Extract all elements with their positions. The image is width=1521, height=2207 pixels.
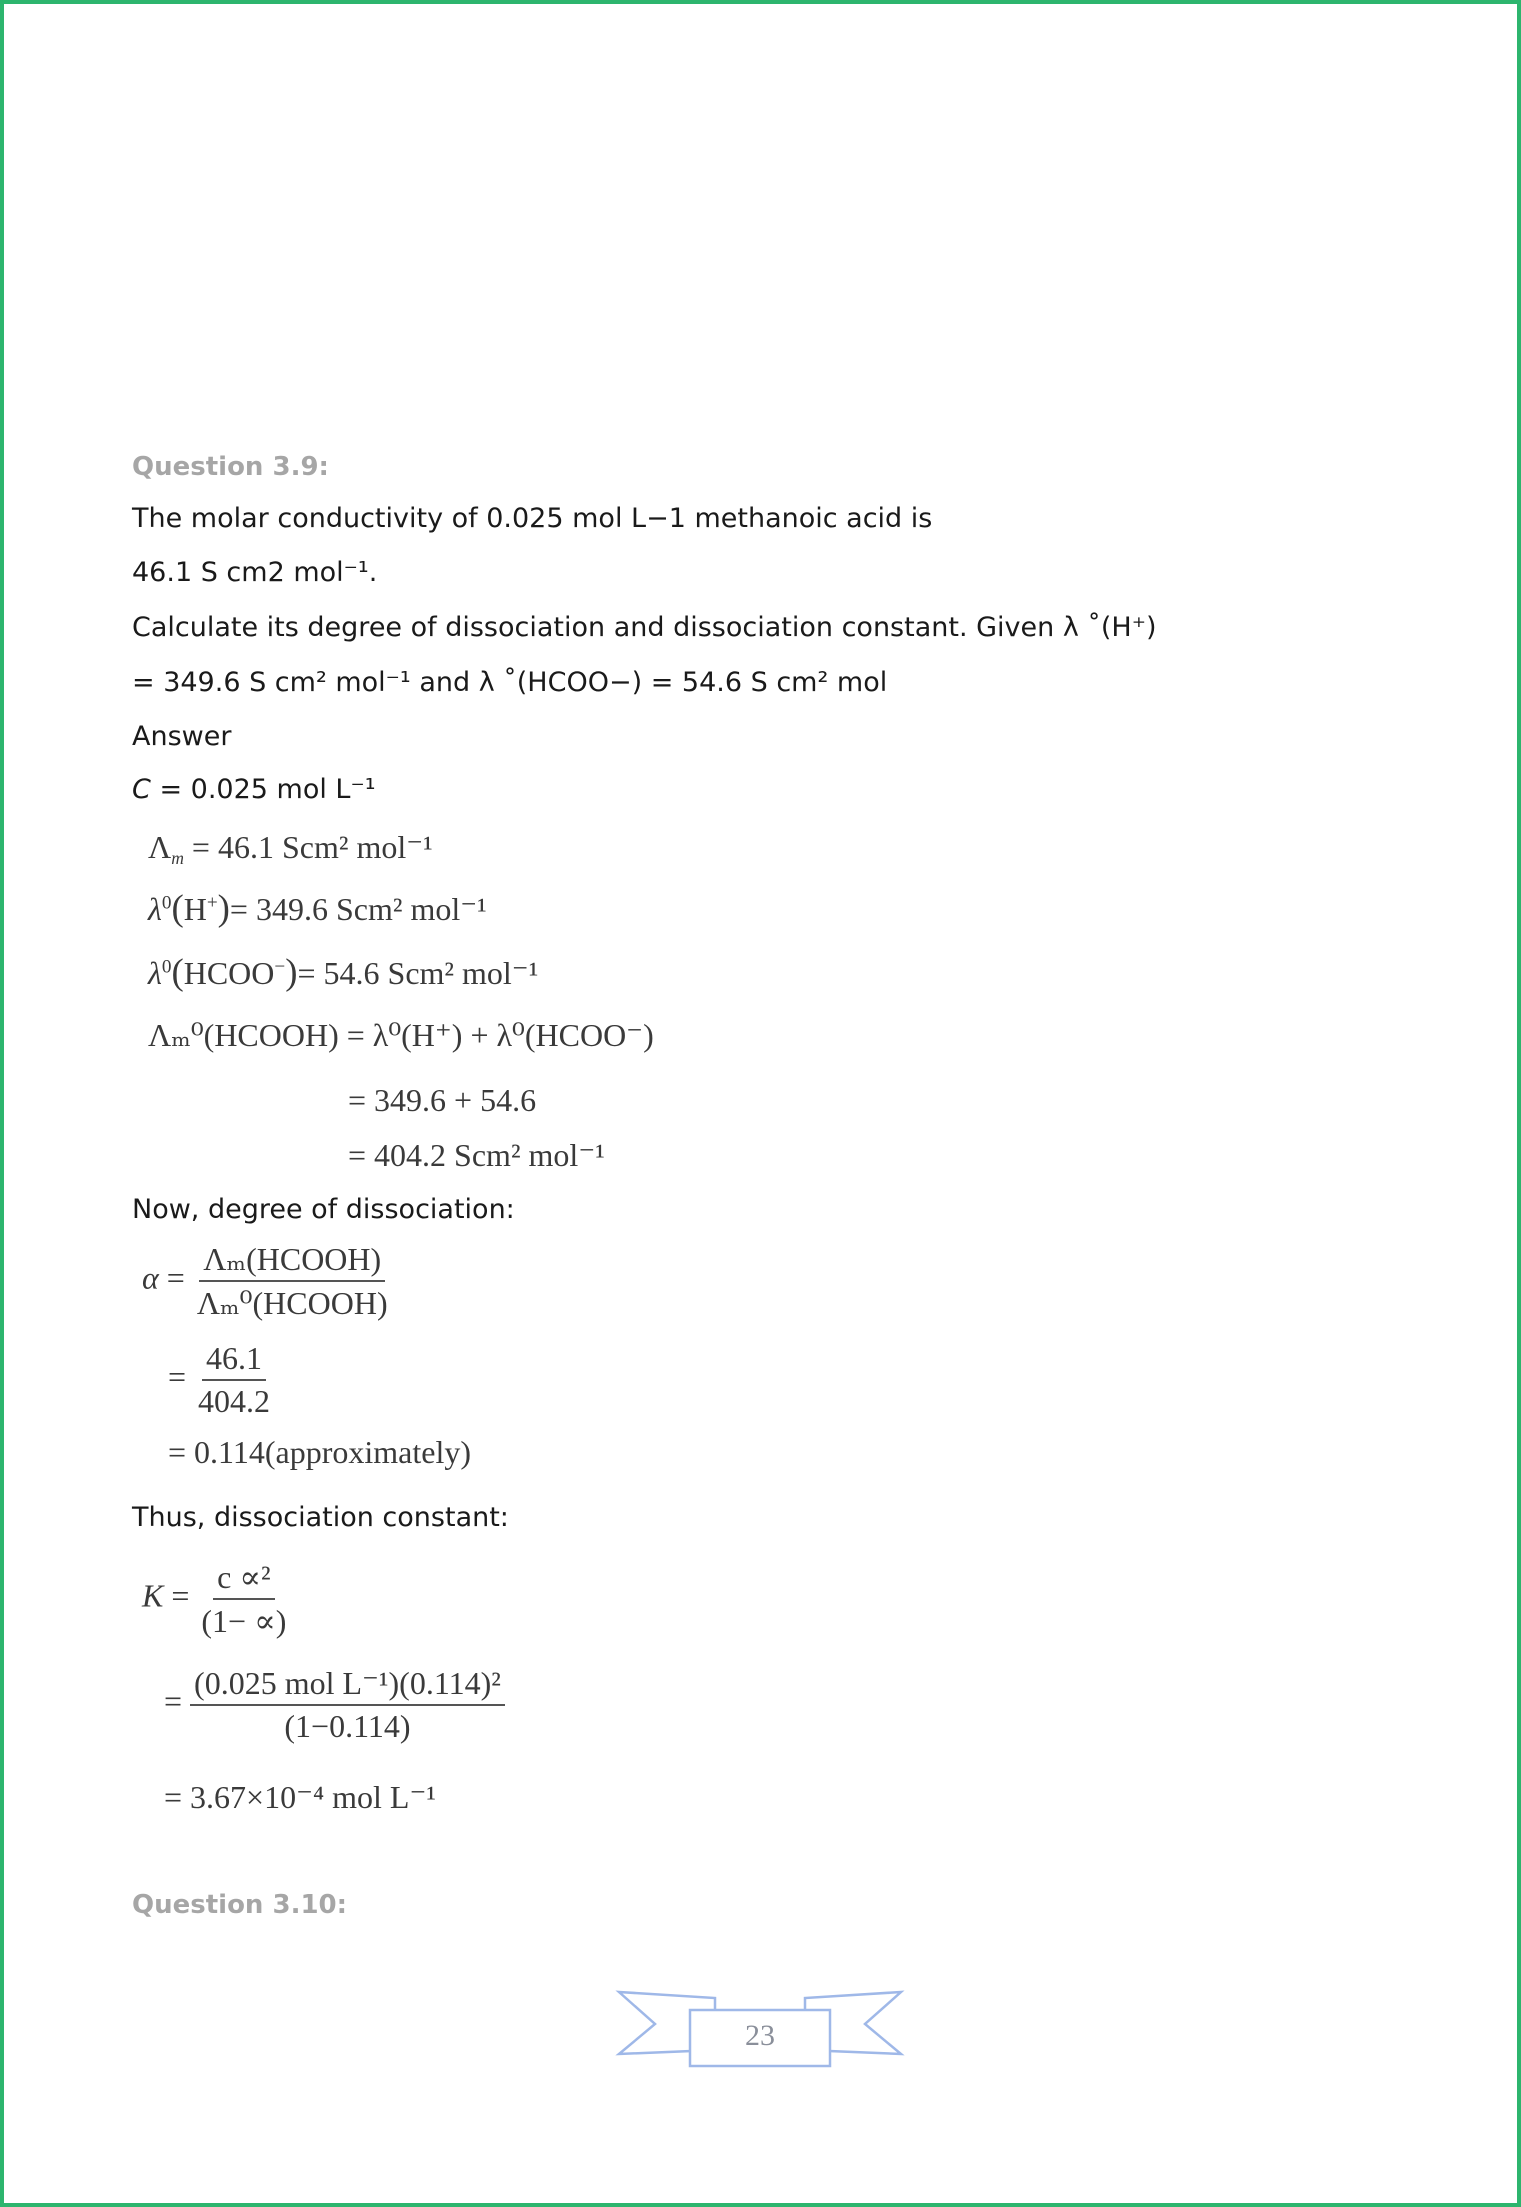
k-fraction: $\frac{\text{c ∝²}}{(1- \propto)}$: [201, 1559, 287, 1639]
equation-k-step: = $\frac{\text{(0.025 mol L⁻¹)(0.114)²}}{(1-0.114)}$: [164, 1664, 505, 1745]
equation-alpha-result: = 0.114(approximately): [168, 1434, 471, 1470]
concentration-value: = 0.025 mol L⁻¹: [150, 774, 376, 805]
k-step-fraction: $\frac{\text{(0.025 mol L⁻¹)(0.114)²}}{(1-0.114)}$: [190, 1664, 505, 1745]
equation-lambda-hcoo: $\lambda^0(HCOO^-)= 54.6$ Scm² mol⁻¹: [148, 951, 539, 992]
concentration-line: [132, 774, 376, 805]
equation-k-result: = 3.67×10⁻⁴ mol L⁻¹: [164, 1779, 436, 1815]
question-text: 46.1 S cm2 mol⁻¹.: [132, 557, 378, 588]
equation-lambda-m0: Λₘ⁰(HCOOH) = λ⁰(H⁺) + λ⁰(HCOO⁻): [148, 1017, 654, 1053]
alpha-fraction: $\frac{\text{Λₘ(HCOOH)}}{\text{Λₘ⁰(HCOOH)}}$: [196, 1241, 388, 1321]
equation-sum-step: = 349.6 + 54.6: [348, 1082, 537, 1118]
answer-label: Answer: [132, 721, 232, 752]
constant-label: Thus, dissociation constant:: [132, 1502, 509, 1533]
equation-lambda-m: $\Lambda_m = 46.1$ Scm² mol⁻¹: [148, 829, 433, 869]
equation-lambda-h: $\lambda^0(H^+)= 349.6$ Scm² mol⁻¹: [148, 887, 487, 928]
question-heading: Question 3.9:: [132, 452, 329, 482]
equation-k: K = $\frac{\text{c ∝²}}{(1- \propto)}$: [142, 1558, 290, 1640]
concentration-symbol: C: [132, 774, 151, 805]
alpha-step-fraction: $\frac{46.1}{404.2}$: [198, 1340, 271, 1419]
degree-label: Now, degree of dissociation:: [132, 1194, 515, 1225]
question-text: Calculate its degree of dissociation and dissociation constant. Given λ ˚(H⁺): [132, 612, 1157, 643]
question-text: The molar conductivity of 0.025 mol L−1 methanoic acid is: [132, 503, 933, 534]
question-heading: Question 3.10:: [132, 1890, 348, 1920]
question-text: = 349.6 S cm² mol⁻¹ and λ ˚(HCOO−) = 54.6 S cm² mol: [132, 667, 888, 698]
equation-alpha-step: = $\frac{46.1}{404.2}$: [168, 1340, 274, 1420]
page-number: 23: [745, 2019, 775, 2052]
equation-alpha: α = $\frac{\text{Λₘ(HCOOH)}}{\text{Λₘ⁰(HCOOH)}}$: [142, 1240, 392, 1322]
equation-sum-result: = 404.2 Scm² mol⁻¹: [348, 1137, 605, 1173]
